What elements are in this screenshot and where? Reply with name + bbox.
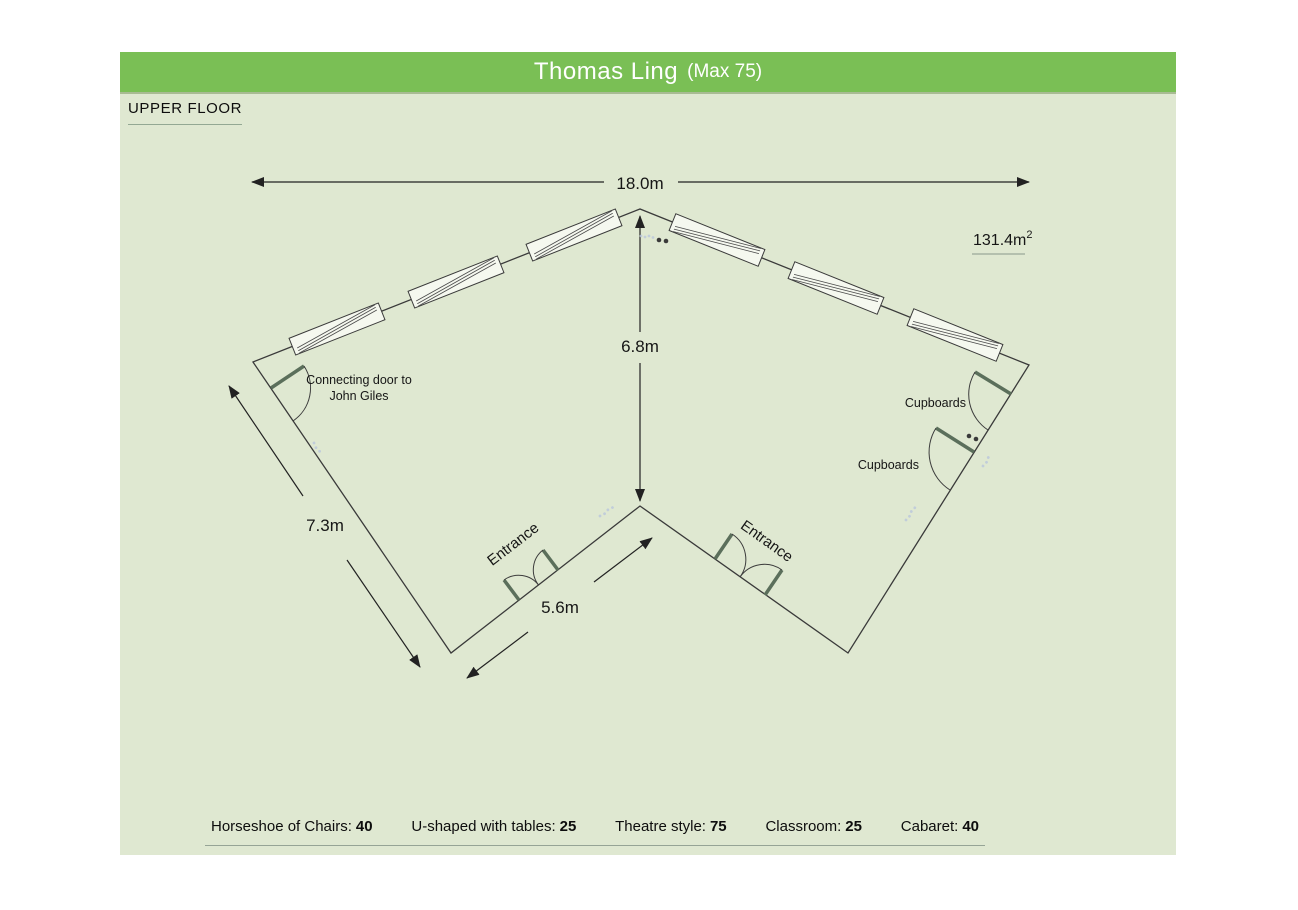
floorplan-panel xyxy=(120,52,1176,855)
connecting-door-label-line1: Connecting door to xyxy=(306,373,412,387)
dimension-label-center: 6.8m xyxy=(621,337,659,356)
area-superscript: 2 xyxy=(1026,229,1033,241)
room-max-capacity: (Max 75) xyxy=(687,61,763,82)
capacity-label: U-shaped with tables: xyxy=(411,818,556,835)
capacity-label: Classroom: xyxy=(765,818,842,835)
floor-label: UPPER FLOOR xyxy=(128,100,242,125)
capacity-value: 75 xyxy=(709,818,727,835)
room-title: Thomas Ling xyxy=(533,58,679,85)
dimension-label-left: 7.3m xyxy=(306,516,344,535)
dimension-label-top: 18.0m xyxy=(616,174,664,193)
room-title-bar xyxy=(120,52,1176,94)
capacity-item xyxy=(901,818,979,835)
connecting-door-label-line2: John Giles xyxy=(329,389,389,403)
dimension-label-bottom-left: 5.6m xyxy=(541,598,579,617)
capacity-value: 40 xyxy=(962,818,979,835)
area-value: 131.4m xyxy=(973,232,1027,249)
capacity-label: Cabaret: xyxy=(900,818,959,835)
capacity-item xyxy=(211,818,373,835)
capacity-value: 40 xyxy=(355,818,373,835)
capacity-item xyxy=(765,818,862,835)
capacity-item xyxy=(411,818,576,835)
entrance-left-label: Entrance xyxy=(484,519,543,570)
capacity-label: Theatre style: xyxy=(615,818,706,835)
entrance-right-label: Entrance xyxy=(737,516,796,566)
capacity-legend xyxy=(205,818,985,846)
capacity-value: 25 xyxy=(559,818,577,835)
capacity-value: 25 xyxy=(845,818,862,835)
cupboards-upper-label: Cupboards xyxy=(904,396,966,410)
capacity-item xyxy=(615,818,727,835)
capacity-label: Horseshoe of Chairs: xyxy=(211,818,352,835)
cupboards-lower-label: Cupboards xyxy=(857,458,919,472)
